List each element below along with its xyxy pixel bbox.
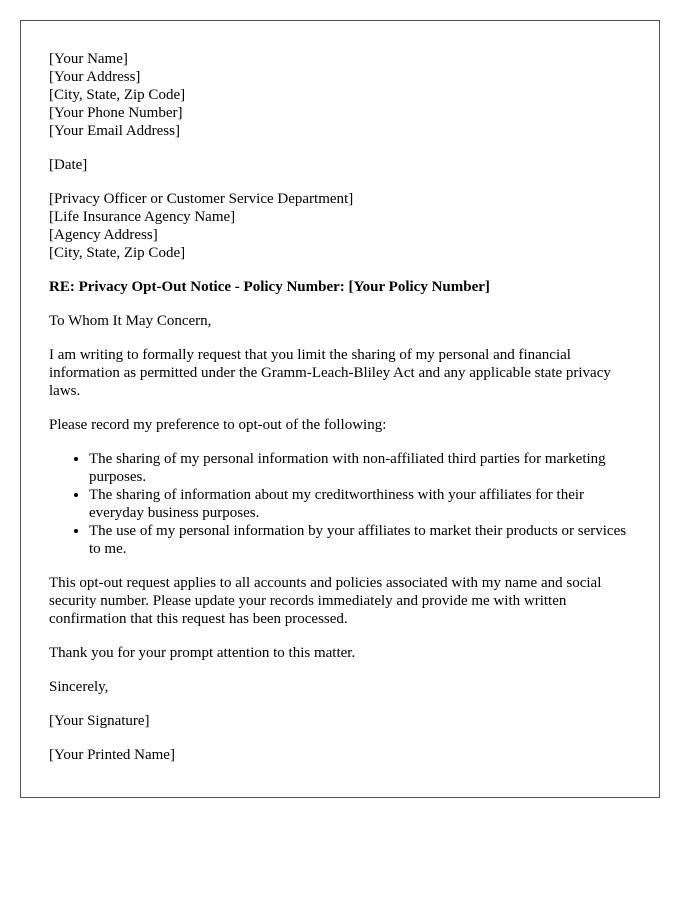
sender-city-state-zip: [City, State, Zip Code] [49, 87, 186, 103]
recipient-agency-address: [Agency Address] [49, 227, 158, 243]
salutation: To Whom It May Concern, [49, 313, 212, 329]
letter-page [20, 20, 660, 798]
date-block [49, 156, 634, 174]
recipient-city-state-zip: [City, State, Zip Code] [49, 245, 186, 261]
signature: [Your Signature] [49, 713, 150, 729]
list-item: • The sharing of information about my creditworthiness with your affiliates for their everyday business purposes. [89, 486, 634, 522]
subject-line: RE: Privacy Opt-Out Notice - Policy Number: [Your Policy Number] [49, 279, 490, 295]
sender-phone: [Your Phone Number] [49, 105, 183, 121]
sender-name: [Your Name] [49, 51, 128, 67]
closing: Sincerely, [49, 679, 109, 695]
recipient-agency-name: [Life Insurance Agency Name] [49, 209, 236, 225]
thanks-paragraph: Thank you for your prompt attention to this matter. [49, 645, 356, 661]
opt-out-list [49, 450, 634, 558]
sender-address: [Your Address] [49, 69, 141, 85]
list-item: • The use of my personal information by your affiliates to market their products or services to me. [89, 522, 634, 558]
letter-content [49, 50, 634, 780]
printed-name: [Your Printed Name] [49, 747, 175, 763]
list-item: • The sharing of my personal information with non-affiliated third parties for marketing purposes. [89, 450, 634, 486]
recipient-address-block [49, 190, 634, 262]
sender-email: [Your Email Address] [49, 123, 180, 139]
list-intro-paragraph: Please record my preference to opt-out of the following: [49, 417, 387, 433]
scope-paragraph: This opt-out request applies to all accounts and policies associated with my name and social security number. Please update your records immediately and provide me with written confirmation that this request has been processed. [49, 575, 602, 627]
sender-address-block [49, 50, 634, 140]
letter-date: [Date] [49, 157, 88, 173]
intro-paragraph: I am writing to formally request that you limit the sharing of my personal and financial information as permitted under the Gramm-Leach-Bliley Act and any applicable state privacy laws. [49, 347, 611, 399]
recipient-attention: [Privacy Officer or Customer Service Department] [49, 191, 354, 207]
